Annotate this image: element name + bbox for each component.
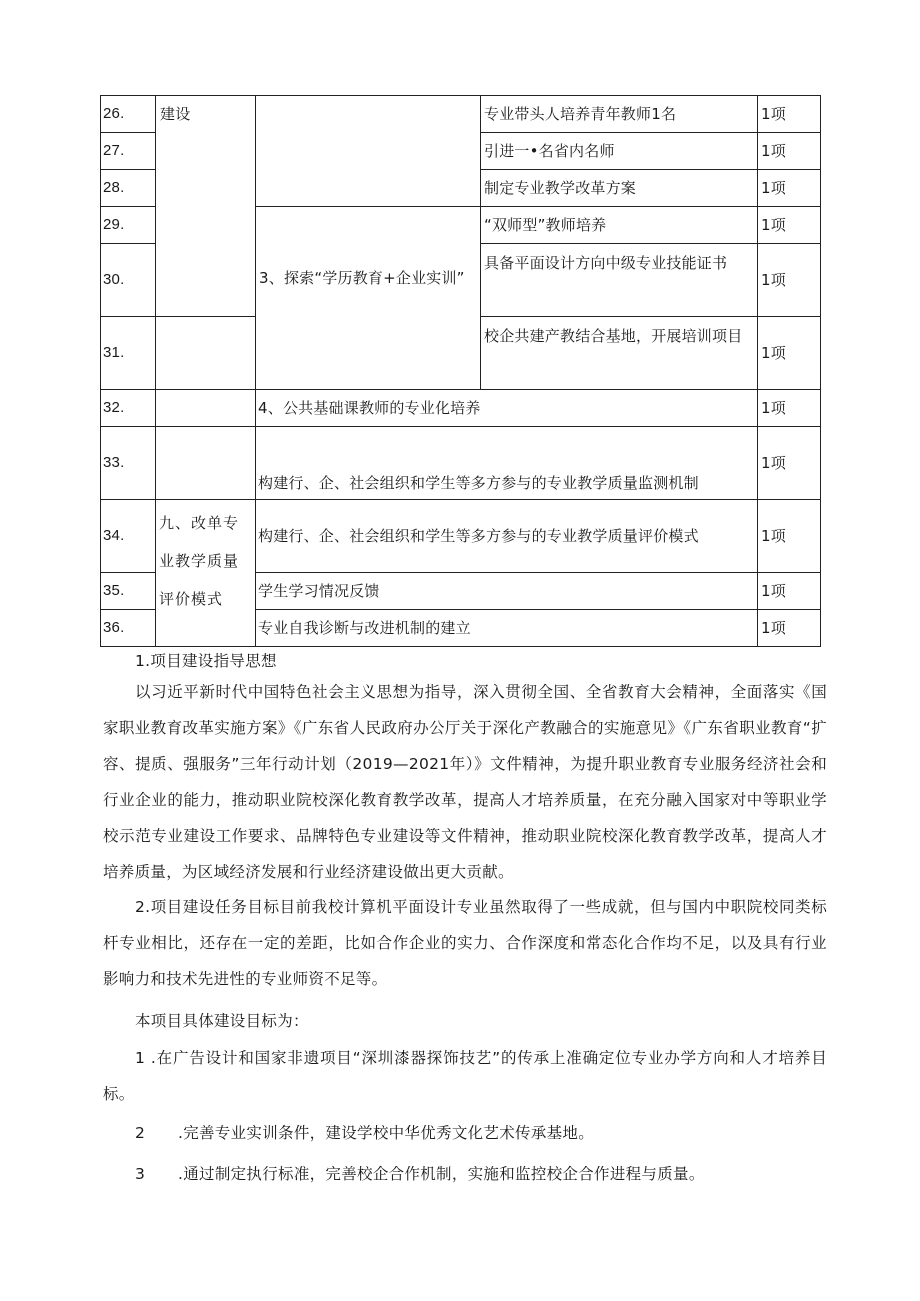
list-number: 3 — [135, 1165, 146, 1183]
quantity-cell: 1项 — [761, 271, 786, 289]
row-number: 35. — [103, 582, 125, 599]
quantity-cell: 1项 — [761, 344, 786, 362]
row-number: 26. — [103, 105, 125, 122]
quantity-cell: 1项 — [761, 582, 786, 600]
category-cell: 九、改单专业教学质量评价模式 — [159, 514, 240, 608]
content-cell: 引进一•名省内名师 — [484, 142, 615, 160]
quantity-cell: 1项 — [761, 527, 786, 545]
quantity-cell: 1项 — [761, 142, 786, 160]
content-cell: 专业带头人培养青年教师1名 — [484, 105, 677, 123]
content-cell: 构建行、企、社会组织和学生等多方参与的专业教学质量监测机制 — [258, 474, 699, 492]
paragraph: 2.项目建设任务目标目前我校计算机平面设计专业虽然取得了一些成就，但与国内中职院校同类标杆专业相比，还存在一定的差距，比如合作企业的实力、合作深度和常态化合作均不足，以及具有行业影响力和技术先进性的专业师资不足等。 — [103, 898, 827, 988]
row-number: 31. — [103, 344, 125, 361]
paragraph: 以习近平新时代中国特色社会主义思想为指导，深入贯彻全国、全省教育大会精神，全面落实《国家职业教育改革实施方案》《广东省人民政府办公厅关于深化产教融合的实施意见》《广东省职业教育“扩容、提质、强服务”三年行动计划（2019—2021年）》文件精神，为提升职业教育专业服务经济社会和行业企业的能力，推动职业院校深化教育教学改革，提高人才培养质量，在充分融入国家对中等职业学校示范专业建设工作要求、品牌特色专业建设等文件精神，推动职业院校深化教育教学改革，提高人才培养质量，为区域经济发展和行业经济建设做出更大贡献。 — [103, 683, 827, 881]
content-cell: 校企共建产教结合基地，开展培训项目 — [484, 327, 743, 345]
quantity-cell: 1项 — [761, 179, 786, 197]
quantity-cell: 1项 — [761, 619, 786, 637]
task-cell: 3、探索“学历教育+企业实训” — [259, 269, 465, 287]
content-cell: 制定专业教学改革方案 — [484, 179, 637, 197]
row-number: 32. — [103, 399, 125, 416]
content-cell: 专业自我诊断与改进机制的建立 — [258, 619, 471, 637]
quantity-cell: 1项 — [761, 454, 786, 472]
list-number: 2 — [135, 1124, 146, 1142]
project-table — [0, 0, 920, 650]
content-cell: 学生学习情况反馈 — [258, 582, 380, 600]
row-number: 28. — [103, 179, 125, 196]
list-item: 1 .在广告设计和国家非遗项目“深圳漆器探饰技艺”的传承上准确定位专业办学方向和人才培养目标。 — [103, 1049, 827, 1103]
section-heading: 1.项目建设指导思想 — [135, 652, 277, 670]
row-number: 34. — [103, 527, 125, 544]
content-cell: 构建行、企、社会组织和学生等多方参与的专业教学质量评价模式 — [258, 527, 699, 545]
paragraph: 本项目具体建设目标为： — [135, 1012, 309, 1030]
content-cell: “双师型”教师培养 — [484, 216, 607, 234]
category-cell: 建设 — [160, 105, 191, 123]
content-cell: 4、公共基础课教师的专业化培养 — [258, 399, 481, 417]
row-number: 33. — [103, 454, 125, 471]
quantity-cell: 1项 — [761, 216, 786, 234]
content-cell: 具备平面设计方向中级专业技能证书 — [484, 254, 728, 272]
row-number: 36. — [103, 619, 125, 636]
list-item: .通过制定执行标准，完善校企合作机制，实施和监控校企合作进程与质量。 — [178, 1165, 705, 1183]
row-number: 27. — [103, 142, 125, 159]
row-number: 29. — [103, 216, 125, 233]
quantity-cell: 1项 — [761, 399, 786, 417]
row-number: 30. — [103, 271, 125, 288]
list-item: .完善专业实训条件，建设学校中华优秀文化艺术传承基地。 — [178, 1124, 595, 1142]
quantity-cell: 1项 — [761, 105, 786, 123]
